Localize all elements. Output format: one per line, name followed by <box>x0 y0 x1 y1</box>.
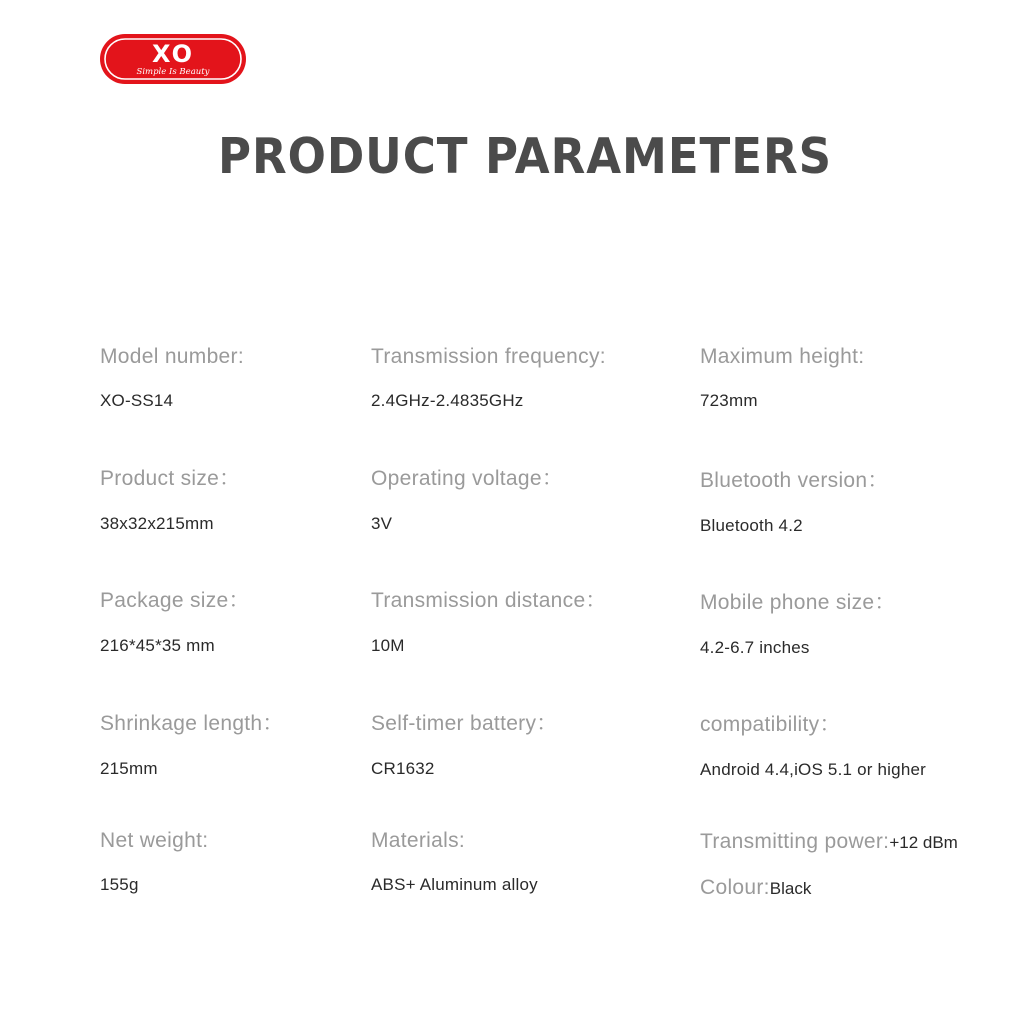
page-title: PRODUCT PARAMETERS <box>218 128 832 185</box>
param-value: 155g <box>100 875 139 894</box>
param-value: XO-SS14 <box>100 391 174 410</box>
param-label: Transmitting power: <box>700 830 890 853</box>
param-label: Maximum height: <box>700 345 865 368</box>
param-operating-voltage <box>371 462 563 534</box>
param-label: Transmission frequency: <box>371 345 606 368</box>
param-label: compatibility： <box>700 713 841 736</box>
param-label: Transmission distance： <box>371 589 607 612</box>
param-value: 2.4GHz-2.4835GHz <box>371 391 524 410</box>
logo-brand: XO <box>151 40 195 68</box>
param-label: Operating voltage： <box>371 467 564 490</box>
param-value: 4.2-6.7 inches <box>700 638 810 657</box>
param-label: Mobile phone size： <box>700 591 896 614</box>
xo-logo <box>99 33 247 85</box>
param-label: Product size： <box>100 467 241 490</box>
param-maximum-height <box>700 345 864 411</box>
param-value: CR1632 <box>371 759 435 778</box>
param-shrinkage-length <box>100 707 284 779</box>
param-value: +12 dBm <box>889 833 958 852</box>
param-label: Colour: <box>700 876 770 899</box>
param-label: Self-timer battery： <box>371 712 558 735</box>
param-package-size <box>100 584 250 656</box>
param-label: Model number: <box>100 345 244 368</box>
param-value: 38x32x215mm <box>100 514 214 533</box>
param-label: Materials: <box>371 829 466 852</box>
param-self-timer-battery <box>371 707 558 779</box>
param-value: Bluetooth 4.2 <box>700 516 803 535</box>
logo-slogan: Simple Is Beauty <box>136 67 210 77</box>
param-value: 10M <box>371 636 405 655</box>
param-value: ABS+ Aluminum alloy <box>371 875 538 894</box>
param-bluetooth-version <box>700 464 889 536</box>
param-value: 3V <box>371 514 393 533</box>
param-transmitting-power <box>700 830 958 854</box>
param-net-weight <box>100 829 208 895</box>
param-mobile-phone-size <box>700 586 896 658</box>
param-value: 216*45*35 mm <box>100 636 215 655</box>
param-label: Bluetooth version： <box>700 469 889 492</box>
param-colour <box>700 876 811 900</box>
param-label: Package size： <box>100 589 250 612</box>
param-transmission-frequency <box>371 345 606 411</box>
param-label: Net weight: <box>100 829 209 852</box>
param-transmission-distance <box>371 584 607 656</box>
param-product-size <box>100 462 240 534</box>
param-compatibility <box>700 708 926 780</box>
param-value: Android 4.4,iOS 5.1 or higher <box>700 760 926 779</box>
param-value: Black <box>769 879 812 898</box>
param-label: Shrinkage length： <box>100 712 284 735</box>
param-value: 723mm <box>700 391 758 410</box>
param-materials <box>371 829 538 895</box>
param-value: 215mm <box>100 759 158 778</box>
param-model-number <box>100 345 244 411</box>
